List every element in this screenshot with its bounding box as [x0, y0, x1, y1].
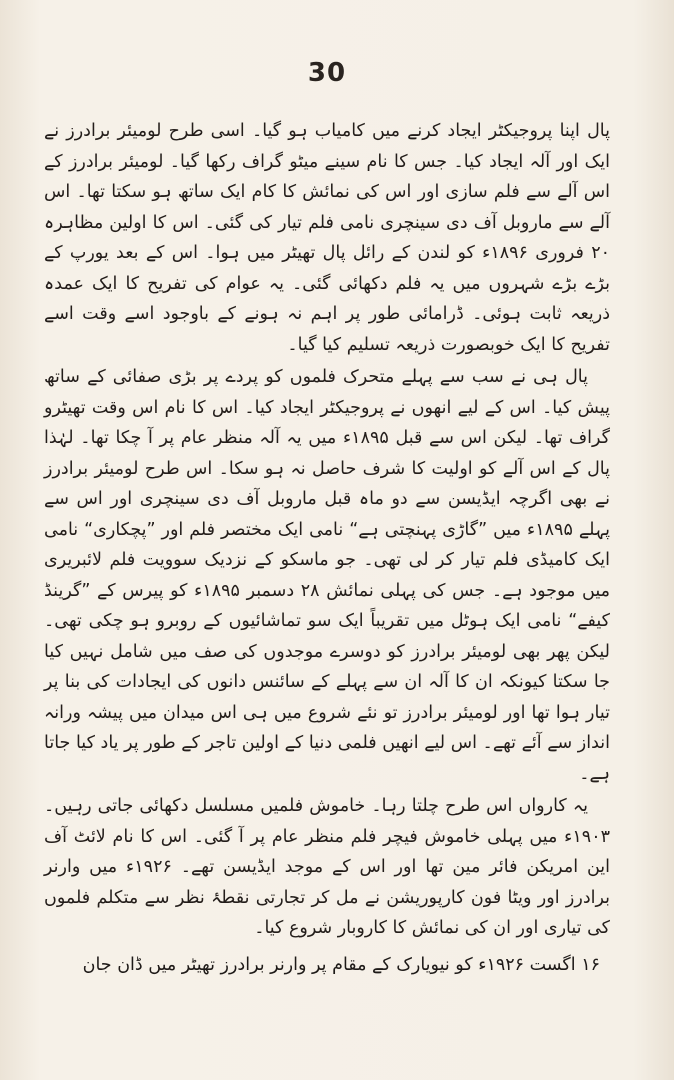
paragraph-3: یہ کارواں اس طرح چلتا رہا۔ خاموش فلمیں مسلسل دکھائی جاتی رہیں۔ ۱۹۰۳ء میں پہلی خاموش فیچر فلم منظر عام پر آ گئی۔ اس کا نام لائٹ آف این امریکن فائر مین تھا اور اس کے موجد ایڈیسن تھے۔ ۱۹۲۶ء میں وارنر برادرز اور ویٹا فون کارپوریشن نے مل کر تجارتی نقطۂ نظر سے متکلم فلموں کی تیاری اور ان کی نمائش کا کاروبار شروع کیا۔	[44, 796, 610, 938]
closing-line: ۱۶ اگست ۱۹۲۶ء کو نیویارک کے مقام پر وارنر برادرز تھیٹر میں ڈان جان	[82, 954, 600, 975]
page-number: 30	[307, 58, 347, 88]
paragraph-1: پال اپنا پروجیکٹر ایجاد کرنے میں کامیاب ہو گیا۔ اسی طرح لومیئر برادرز نے ایک اور آلہ ایجاد کیا۔ جس کا نام سینے میٹو گراف رکھا گیا۔ لومیئر برادرز کے اس آلے سے فلم سازی اور اس کی نمائش کا کام ایک ساتھ ہو سکتا تھا۔ اس آلے سے ماروبل آف دی سینچری نامی فلم تیار کی گئی۔ اس کا اولین مظاہرہ ۲۰ فروری ۱۸۹۶ء کو لندن کے رائل پال تھیٹر میں ہوا۔ اس کے بعد یورپ کے بڑے بڑے شہروں میں یہ فلم دکھائی گئی۔ یہ عوام کی تفریح کا ایک عمدہ ذریعہ ثابت ہوئی۔ ڈرامائی طور پر اہم نہ ہونے کے باوجود اسے وقت اسے تفریح کا ایک خوبصورت ذریعہ تسلیم کیا گیا۔	[44, 121, 611, 355]
body-text	[44, 116, 610, 944]
paragraph-2: پال ہی نے سب سے پہلے متحرک فلموں کو پردے پر بڑی صفائی کے ساتھ پیش کیا۔ اس کے لیے انھوں نے پروجیکٹر ایجاد کیا۔ اس کا نام اس وقت تھیٹرو گراف تھا۔ لیکن اس سے قبل ۱۸۹۵ء میں یہ آلہ منظر عام پر آ چکا تھا۔ لہٰذا پال کے اس آلے کو اولیت کا شرف حاصل نہ ہو سکا۔ اس طرح لومیئر برادرز نے بھی اگرچہ ایڈیسن سے دو ماہ قبل ماروبل آف دی سینچری اور اس سے پہلے ۱۸۹۵ء میں ”گاڑی پہنچتی ہے“ نامی ایک مختصر فلم اور ”پچکاری“ نامی ایک کامیڈی فلم تیار کر لی تھی۔ جو ماسکو کے نزدیک سوویت فلم لائبریری میں موجود ہے۔ جس کی پہلی نمائش ۲۸ دسمبر ۱۸۹۵ء کو پیرس کے ”گرینڈ کیفے“ نامی ایک ہوٹل میں تقریباً ایک سو تماشائیوں کے روبرو ہو چکی تھی۔ لیکن پھر بھی لومیئر برادرز کو دوسرے موجدوں کی صف میں شامل نہیں کیا جا سکتا کیونکہ ان کا آلہ ان سے پہلے کے سائنس دانوں کی ایجادات کی بنا پر تیار ہوا تھا اور لومیئر برادرز تو نئے شروع میں ہی اس میدان میں پیشہ ورانہ انداز سے آئے تھے۔ اس لیے انھیں فلمی دنیا کے اولین تاجر کے طور پر یاد کیا جاتا ہے۔	[44, 367, 611, 784]
